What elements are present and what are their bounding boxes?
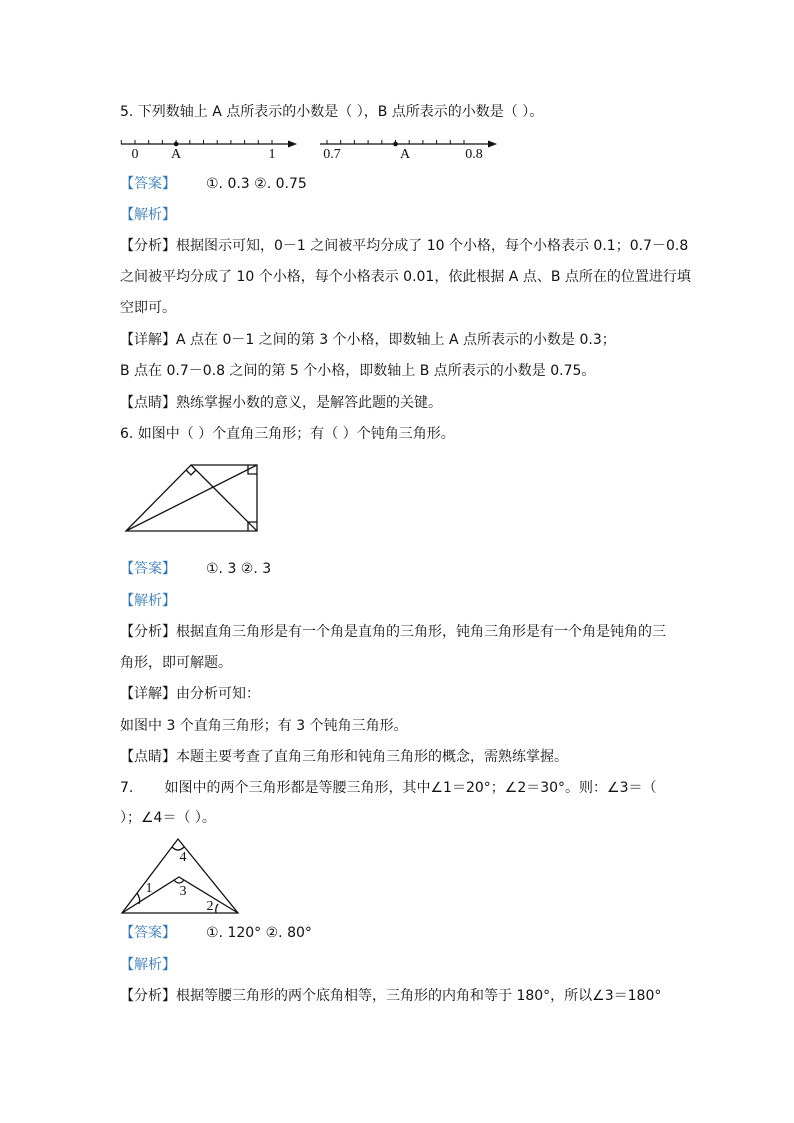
q6-fenxi-line-2: 角形，即可解题。 bbox=[120, 655, 232, 671]
answer-text: ①. 3 ②. 3 bbox=[206, 561, 272, 577]
q6-jiexi-label: 【解析】 bbox=[120, 593, 176, 609]
answer-text: ①. 0.3 ②. 0.75 bbox=[206, 176, 307, 192]
angle-3-arc bbox=[174, 880, 184, 883]
q5-jiexi-label: 【解析】 bbox=[120, 207, 176, 223]
q7-question-line-1: 7. 如图中的两个三角形都是等腰三角形，其中∠1＝20°；∠2＝30°。则：∠3＝（ bbox=[120, 780, 657, 796]
nl1-start-label: 0 bbox=[131, 147, 139, 162]
dianjing-text: 本题主要考查了直角三角形和钝角三角形的概念，需熟练掌握。 bbox=[176, 749, 568, 765]
angle-1-label: 1 bbox=[145, 881, 153, 896]
nl1-point-label: A bbox=[170, 147, 182, 162]
xiangjie-text: 由分析可知： bbox=[176, 686, 260, 702]
nl2-end-label: 0.8 bbox=[465, 147, 483, 162]
angle-2-arc bbox=[216, 904, 218, 913]
nl2-point-label: A bbox=[399, 147, 411, 162]
fenxi-label: 【分析】 bbox=[120, 624, 176, 640]
q7-answer bbox=[120, 923, 312, 943]
xiangjie-label: 【详解】 bbox=[120, 332, 176, 348]
answer-label: 【答案】 bbox=[120, 176, 176, 192]
answer-label: 【答案】 bbox=[120, 925, 176, 941]
nl2-start-label: 0.7 bbox=[323, 147, 341, 162]
xiangjie-text: A 点在 0－1 之间的第 3 个小格，即数轴上 A 点所表示的小数是 0.3； bbox=[176, 332, 616, 348]
q5-question: 5. 下列数轴上 A 点所表示的小数是（ ），B 点所表示的小数是（ ）。 bbox=[120, 104, 544, 120]
fenxi-text: 根据图示可知，0－1 之间被平均分成了 10 个小格，每个小格表示 0.1；0.7－0.8 bbox=[176, 238, 689, 254]
q5-xiangjie-line-2: B 点在 0.7－0.8 之间的第 5 个小格，即数轴上 B 点所表示的小数是 0.75。 bbox=[120, 363, 596, 379]
angle-2-label: 2 bbox=[206, 899, 214, 914]
fenxi-text: 根据等腰三角形的两个底角相等，三角形的内角和等于 180°，所以∠3＝180° bbox=[176, 988, 662, 1004]
q6-question: 6. 如图中（ ）个直角三角形；有（ ）个钝角三角形。 bbox=[120, 426, 455, 442]
q7-jiexi-label: 【解析】 bbox=[120, 957, 176, 973]
fenxi-label: 【分析】 bbox=[120, 238, 176, 254]
nl1-end-label: 1 bbox=[268, 147, 276, 162]
answer-text: ①. 120° ②. 80° bbox=[206, 925, 312, 941]
angle-4-label: 4 bbox=[179, 850, 187, 865]
q7-fenxi-line-1 bbox=[120, 986, 661, 1006]
q5-fenxi-line-2: 之间被平均分成了 10 个小格，每个小格表示 0.01，依此根据 A 点、B 点所在的位置进行填 bbox=[120, 269, 691, 285]
q7-question-line-2: ）；∠4＝（ ）。 bbox=[120, 810, 216, 826]
q5-fenxi-line-3: 空即可。 bbox=[120, 300, 176, 316]
dianjing-label: 【点睛】 bbox=[120, 749, 176, 765]
fenxi-text: 根据直角三角形是有一个角是直角的三角形，钝角三角形是有一个角是钝角的三 bbox=[176, 624, 666, 640]
dianjing-text: 熟练掌握小数的意义，是解答此题的关键。 bbox=[176, 395, 442, 411]
angle-3-label: 3 bbox=[179, 884, 187, 899]
fenxi-label: 【分析】 bbox=[120, 988, 176, 1004]
dianjing-label: 【点睛】 bbox=[120, 395, 176, 411]
answer-label: 【答案】 bbox=[120, 561, 176, 577]
xiangjie-label: 【详解】 bbox=[120, 686, 176, 702]
q6-xiangjie-line-2: 如图中 3 个直角三角形；有 3 个钝角三角形。 bbox=[120, 718, 408, 734]
